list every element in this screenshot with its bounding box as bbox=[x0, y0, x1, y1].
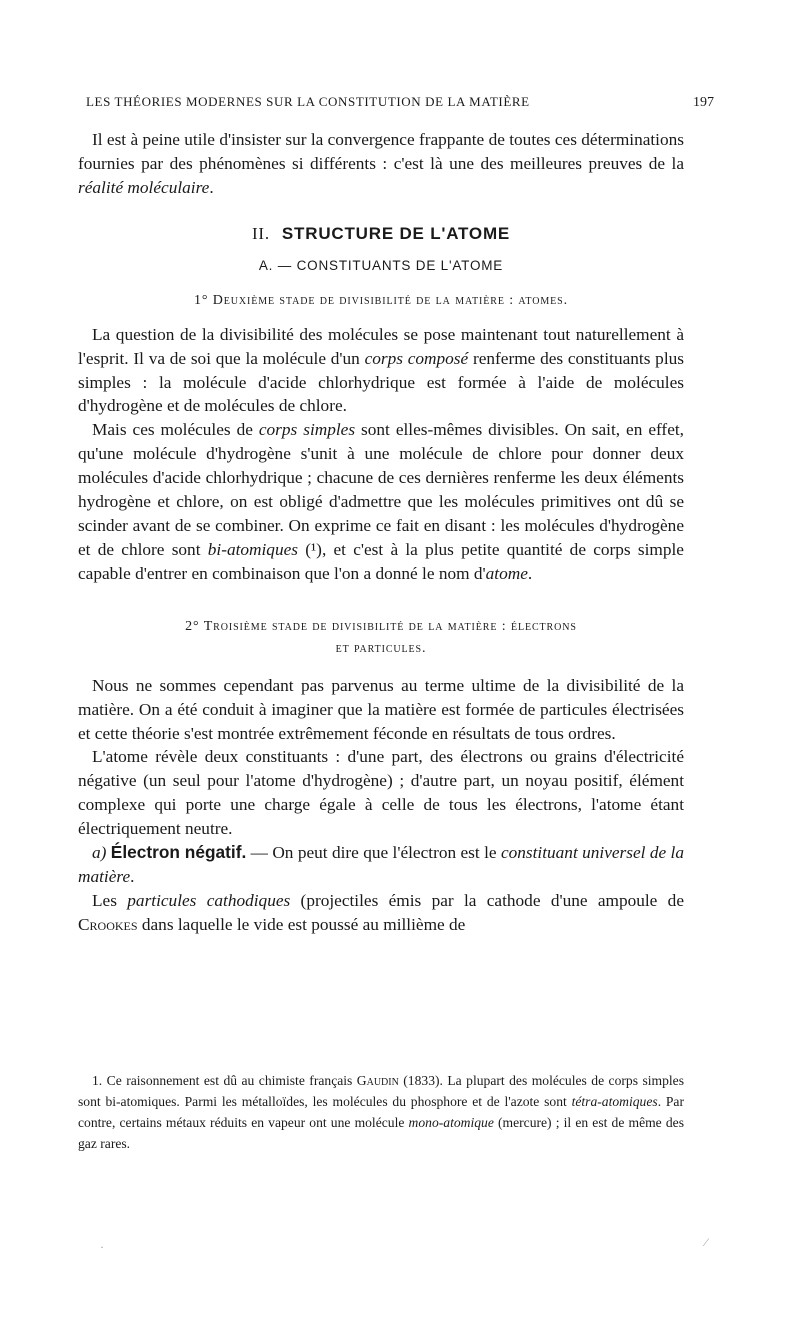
section-heading bbox=[78, 224, 684, 244]
paragraph: a) Électron négatif. — On peut dire que l'électron est le constituant universel de la matière. bbox=[78, 842, 684, 886]
section-number: II. bbox=[251, 223, 270, 243]
footnote: 1. Ce raisonnement est dû au chimiste français Gaudin (1833). La plupart des molécules de corps simples sont bi-atomiques. Parmi les métalloïdes, les molécules du phosphore et de l'azote sont tétra-atomiques. Par contre, certains métaux réduits en vapeur ont une molécule mono-atomique (mercure) ; il en est de même des gaz rares. bbox=[78, 1073, 684, 1151]
stage1-heading: 1° Deuxième stade de divisibilité de la matière : atomes. bbox=[193, 292, 569, 308]
paragraph: La question de la divisibilité des molécules se pose maintenant tout naturellement à l'esprit. Il va de soi que la molécule d'un corps composé renferme des constituants plus simples : la molécule d'acide chlorhydrique est formée à l'aide de molécules d'hydrogène et de molécules de chlore. bbox=[78, 324, 684, 416]
stage2-heading: 2° Troisième stade de divisibilité de la matière : électrons et particules. bbox=[185, 618, 577, 656]
footnote-number: 1. bbox=[92, 1073, 103, 1088]
paragraph: L'atome révèle deux constituants : d'une part, des électrons ou grains d'électricité négative (un seul pour l'atome d'hydrogène) ; d'autre part, un noyau positif, élément complexe qui porte une charge égale à celle de tous les électrons, l'atome étant électriquement neutre. bbox=[78, 747, 684, 839]
bold-lead: Électron négatif. bbox=[110, 842, 247, 863]
main-text bbox=[78, 128, 684, 937]
emphasis: réalité moléculaire bbox=[78, 177, 210, 197]
subsection-heading: A. — CONSTITUANTS DE L'ATOME bbox=[258, 257, 504, 273]
running-header bbox=[86, 94, 714, 111]
section-title: STRUCTURE DE L'ATOME bbox=[281, 223, 511, 243]
page-number: 197 bbox=[693, 95, 714, 110]
scan-speck: ⁄ bbox=[705, 1235, 708, 1249]
paragraph: Nous ne sommes cependant pas parvenus au terme ultime de la divisibilité de la matière. On a été conduit à imaginer que la matière est formée de particules électrisées et cette théorie s'est montrée extrêmement féconde en résultats de tous ordres. bbox=[78, 675, 684, 743]
footnote-ref: (¹) bbox=[305, 539, 322, 559]
intro-paragraph: Il est à peine utile d'insister sur la convergence frappante de toutes ces déterminations fournies par des phénomènes si différents : c'est là une des meilleures preuves de la réalité moléculaire. bbox=[78, 130, 684, 197]
paragraph: Les particules cathodiques (projectiles émis par la cathode d'une ampoule de Crookes dans laquelle le vide est poussé au millième de bbox=[78, 890, 684, 934]
paragraph: Mais ces molécules de corps simples sont elles-mêmes divisibles. On sait, en effet, qu'une molécule d'hydrogène s'unit à une molécule de chlore pour donner deux molécules d'acide chlorhydrique ; chacune de ces dernières renferme les deux éléments hydrogène et chlore, on est obligé d'admettre que les molécules primitives ont dû se scinder avant de se combiner. On exprime ce fait en disant : les molécules d'hydrogène et de chlore sont bi-atomiques (¹), et c'est à la plus petite quantité de corps simple capable d'entrer en combinaison que l'on a donné le nom d'atome. bbox=[78, 420, 684, 583]
scan-speck: · bbox=[100, 1240, 104, 1254]
running-title: LES THÉORIES MODERNES SUR LA CONSTITUTION DE LA MATIÈRE bbox=[86, 94, 530, 109]
